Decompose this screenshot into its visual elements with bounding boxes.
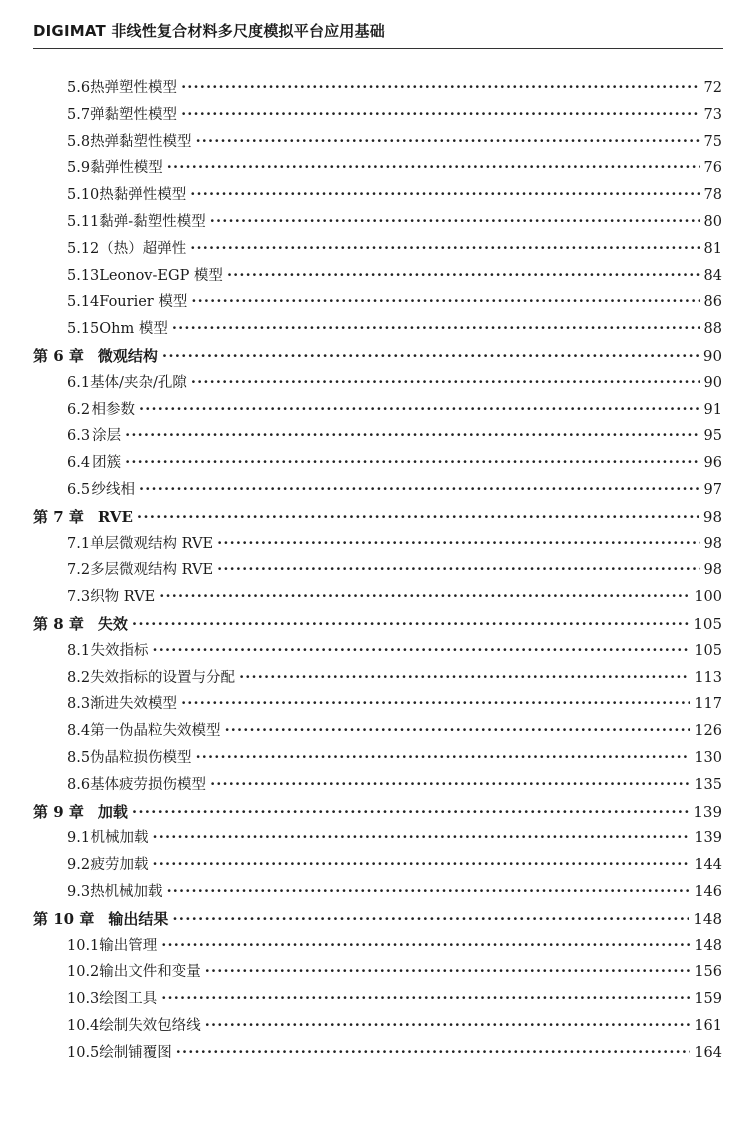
toc-entry-number: 第 9 章 xyxy=(33,802,84,821)
toc-dot-leader xyxy=(162,343,699,370)
toc-dot-leader xyxy=(191,289,699,316)
toc-entry-title: Fourier 模型 xyxy=(99,294,188,311)
toc-dot-leader xyxy=(172,316,700,343)
toc-entry-title: 黏弹-黏塑性模型 xyxy=(99,213,206,230)
toc-entry-title: 单层微观结构 RVE xyxy=(90,535,214,552)
toc-section-entry xyxy=(0,477,750,504)
toc-entry-title: 团簇 xyxy=(92,455,122,472)
toc-section-entry xyxy=(0,825,750,852)
toc-entry-page: 139 xyxy=(693,802,722,821)
toc-entry-number: 5.10 xyxy=(67,187,100,204)
toc-entry-page: 90 xyxy=(703,374,722,391)
toc-entry-title: （热）超弹性 xyxy=(99,240,187,257)
toc-section-entry xyxy=(0,745,750,772)
toc-section-entry xyxy=(0,772,750,799)
toc-dot-leader xyxy=(125,423,699,450)
toc-entry-number: 5.6 xyxy=(67,80,91,96)
toc-entry-page: 144 xyxy=(694,857,722,874)
running-header: DIGIMAT 非线性复合材料多尺度模拟平台应用基础 xyxy=(33,22,385,40)
toc-dot-leader xyxy=(132,799,689,826)
toc-dot-leader xyxy=(205,959,691,986)
toc-section-entry xyxy=(0,316,750,343)
toc-entry-page: 148 xyxy=(693,909,722,928)
toc-dot-leader xyxy=(181,691,690,718)
toc-section-entry xyxy=(0,450,750,477)
toc-section-entry xyxy=(0,986,750,1013)
toc-entry-title: 机械加载 xyxy=(90,830,149,847)
toc-section-entry xyxy=(0,1013,750,1040)
toc-entry-page: 96 xyxy=(703,455,722,472)
toc-section-entry xyxy=(0,691,750,718)
toc-entry-number: 第 7 章 xyxy=(33,507,84,526)
toc-dot-leader xyxy=(161,986,690,1013)
toc-entry-page: 113 xyxy=(694,669,722,686)
toc-entry-number: 6.4 xyxy=(67,455,91,472)
toc-entry-title: 输出管理 xyxy=(99,937,158,954)
toc-entry-number: 5.9 xyxy=(67,160,91,177)
toc-section-entry xyxy=(0,182,750,209)
toc-entry-title: 热弹黏塑性模型 xyxy=(90,133,192,150)
toc-entry-page: 139 xyxy=(694,830,722,847)
toc-entry-page: 72 xyxy=(703,80,722,96)
toc-entry-title: 基体疲劳损伤模型 xyxy=(90,776,207,793)
toc-entry-page: 105 xyxy=(694,642,722,659)
toc-section-entry xyxy=(0,263,750,290)
toc-entry-title: 失效指标的设置与分配 xyxy=(90,669,236,686)
toc-entry-title: RVE xyxy=(97,507,133,526)
toc-entry-number: 8.1 xyxy=(67,642,91,659)
toc-entry-page: 76 xyxy=(703,160,722,177)
toc-entry-page: 90 xyxy=(702,346,722,365)
toc-entry-number: 5.13 xyxy=(67,267,100,284)
toc-entry-page: 105 xyxy=(693,614,722,633)
toc-dot-leader xyxy=(125,450,699,477)
toc-entry-number: 10.1 xyxy=(67,937,100,954)
toc-entry-title: 热黏弹性模型 xyxy=(99,187,187,204)
toc-entry-title: 纱线相 xyxy=(91,481,135,498)
toc-dot-leader xyxy=(205,1013,691,1040)
toc-entry-number: 7.3 xyxy=(67,589,91,606)
toc-section-entry xyxy=(0,531,750,558)
toc-entry-title: 输出文件和变量 xyxy=(99,964,201,981)
toc-entry-number: 10.4 xyxy=(67,1017,100,1034)
toc-entry-title: 绘制失效包络线 xyxy=(99,1017,201,1034)
toc-dot-leader xyxy=(190,182,699,209)
toc-section-entry xyxy=(0,557,750,584)
toc-section-entry xyxy=(0,423,750,450)
toc-entry-page: 100 xyxy=(694,589,722,606)
toc-dot-leader xyxy=(181,102,699,129)
toc-entry-title: 疲劳加载 xyxy=(90,857,149,874)
toc-entry-number: 5.7 xyxy=(67,106,91,123)
toc-dot-leader xyxy=(217,531,699,558)
toc-entry-number: 第 6 章 xyxy=(33,346,84,365)
toc-chapter-entry xyxy=(0,504,750,531)
toc-entry-title: 失效指标 xyxy=(90,642,149,659)
toc-dot-leader xyxy=(210,209,700,236)
toc-entry-page: 159 xyxy=(694,991,722,1008)
toc-section-entry xyxy=(0,236,750,263)
toc-entry-page: 117 xyxy=(694,696,722,713)
toc-entry-title: 热机械加载 xyxy=(90,883,163,900)
toc-dot-leader xyxy=(239,665,690,692)
toc-entry-title: 绘图工具 xyxy=(99,991,158,1008)
toc-entry-number: 第 8 章 xyxy=(33,614,84,633)
toc-chapter-entry xyxy=(0,906,750,933)
toc-entry-page: 84 xyxy=(703,267,722,284)
toc-dot-leader xyxy=(139,477,700,504)
toc-entry-number: 7.1 xyxy=(67,535,91,552)
toc-entry-title: 涂层 xyxy=(92,428,122,445)
toc-entry-page: 156 xyxy=(694,964,722,981)
toc-entry-number: 8.4 xyxy=(67,723,91,740)
toc-dot-leader xyxy=(132,611,689,638)
toc-section-entry xyxy=(0,397,750,424)
toc-entry-page: 95 xyxy=(703,428,722,445)
toc-entry-title: 黏弹性模型 xyxy=(90,160,163,177)
toc-section-entry xyxy=(0,933,750,960)
toc-entry-title: 渐进失效模型 xyxy=(90,696,178,713)
toc-dot-leader xyxy=(217,557,699,584)
toc-entry-page: 98 xyxy=(703,535,722,552)
toc-entry-page: 126 xyxy=(694,723,722,740)
toc-dot-leader xyxy=(152,852,690,879)
toc-entry-number: 5.14 xyxy=(67,294,100,311)
toc-section-entry xyxy=(0,665,750,692)
toc-entry-page: 146 xyxy=(694,883,722,900)
toc-entry-title: 输出结果 xyxy=(108,909,169,928)
toc-entry-number: 8.6 xyxy=(67,776,91,793)
toc-entry-number: 6.5 xyxy=(67,481,91,498)
toc-entry-title: 第一伪晶粒失效模型 xyxy=(90,723,221,740)
toc-entry-page: 88 xyxy=(703,321,722,338)
toc-entry-page: 164 xyxy=(694,1044,722,1061)
toc-entry-number: 7.2 xyxy=(67,562,91,579)
toc-entry-title: 伪晶粒损伤模型 xyxy=(90,749,192,766)
toc-entry-number: 8.3 xyxy=(67,696,91,713)
toc-chapter-entry xyxy=(0,799,750,826)
toc-entry-number: 5.12 xyxy=(67,240,100,257)
toc-chapter-entry xyxy=(0,343,750,370)
toc-entry-title: 加载 xyxy=(97,802,128,821)
toc-section-entry xyxy=(0,584,750,611)
toc-entry-title: 基体/夹杂/孔隙 xyxy=(90,374,187,391)
toc-entry-number: 第 10 章 xyxy=(33,909,95,928)
toc-entry-page: 130 xyxy=(694,749,722,766)
toc-entry-number: 5.11 xyxy=(67,213,100,230)
toc-dot-leader xyxy=(152,638,690,665)
toc-dot-leader xyxy=(176,1040,691,1067)
toc-dot-leader xyxy=(210,772,690,799)
toc-entry-title: 弹黏塑性模型 xyxy=(90,106,178,123)
toc-dot-leader xyxy=(161,933,690,960)
toc-entry-page: 98 xyxy=(702,507,722,526)
toc-entry-page: 80 xyxy=(703,213,722,230)
toc-entry-page: 81 xyxy=(703,240,722,257)
toc-entry-page: 73 xyxy=(703,106,722,123)
toc-dot-leader xyxy=(227,263,700,290)
toc-dot-leader xyxy=(190,236,699,263)
toc-section-entry xyxy=(0,209,750,236)
toc-section-entry xyxy=(0,718,750,745)
toc-dot-leader xyxy=(137,504,699,531)
toc-entry-page: 97 xyxy=(703,481,722,498)
toc-entry-number: 6.3 xyxy=(67,428,91,445)
header-rule xyxy=(33,48,723,49)
toc-section-entry xyxy=(0,879,750,906)
toc-dot-leader xyxy=(196,745,691,772)
toc-entry-page: 75 xyxy=(703,133,722,150)
toc-dot-leader xyxy=(167,155,700,182)
toc-entry-number: 9.1 xyxy=(67,830,91,847)
toc-entry-title: Ohm 模型 xyxy=(99,321,168,338)
toc-entry-page: 98 xyxy=(703,562,722,579)
toc-entry-number: 6.1 xyxy=(67,374,91,391)
toc-section-entry xyxy=(0,75,750,102)
toc-chapter-entry xyxy=(0,611,750,638)
toc-dot-leader xyxy=(167,879,691,906)
toc-entry-number: 8.2 xyxy=(67,669,91,686)
toc-entry-title: Leonov-EGP 模型 xyxy=(99,267,223,284)
toc-dot-leader xyxy=(159,584,690,611)
toc-entry-page: 86 xyxy=(703,294,722,311)
toc-section-entry xyxy=(0,129,750,156)
toc-dot-leader xyxy=(152,825,690,852)
toc-dot-leader xyxy=(191,370,700,397)
toc-entry-page: 91 xyxy=(703,401,722,418)
toc-section-entry xyxy=(0,1040,750,1067)
toc-section-entry xyxy=(0,102,750,129)
toc-entry-number: 9.3 xyxy=(67,883,91,900)
toc-entry-number: 8.5 xyxy=(67,749,91,766)
toc-entry-title: 失效 xyxy=(97,614,128,633)
toc-entry-title: 多层微观结构 RVE xyxy=(90,562,214,579)
toc-entry-number: 6.2 xyxy=(67,401,91,418)
toc-section-entry xyxy=(0,852,750,879)
toc-entry-title: 相参数 xyxy=(91,401,135,418)
toc-entry-title: 微观结构 xyxy=(97,346,158,365)
toc-entry-page: 78 xyxy=(703,187,722,204)
toc-entry-title: 绘制铺覆图 xyxy=(99,1044,172,1061)
toc-entry-page: 161 xyxy=(694,1017,722,1034)
toc-dot-leader xyxy=(139,397,700,424)
table-of-contents xyxy=(0,75,750,1066)
toc-entry-number: 5.8 xyxy=(67,133,91,150)
toc-section-entry xyxy=(0,959,750,986)
toc-dot-leader xyxy=(196,129,700,156)
toc-entry-number: 9.2 xyxy=(67,857,91,874)
toc-entry-number: 10.5 xyxy=(67,1044,100,1061)
toc-dot-leader xyxy=(172,906,689,933)
toc-entry-number: 10.3 xyxy=(67,991,100,1008)
toc-entry-number: 5.15 xyxy=(67,321,100,338)
toc-dot-leader xyxy=(181,75,699,102)
toc-section-entry xyxy=(0,289,750,316)
toc-section-entry xyxy=(0,638,750,665)
toc-entry-page: 148 xyxy=(694,937,722,954)
toc-entry-title: 热弹塑性模型 xyxy=(90,80,178,96)
toc-entry-page: 135 xyxy=(694,776,722,793)
toc-entry-title: 织物 RVE xyxy=(90,589,156,606)
toc-dot-leader xyxy=(225,718,691,745)
toc-section-entry xyxy=(0,370,750,397)
toc-entry-number: 10.2 xyxy=(67,964,100,981)
toc-section-entry xyxy=(0,155,750,182)
